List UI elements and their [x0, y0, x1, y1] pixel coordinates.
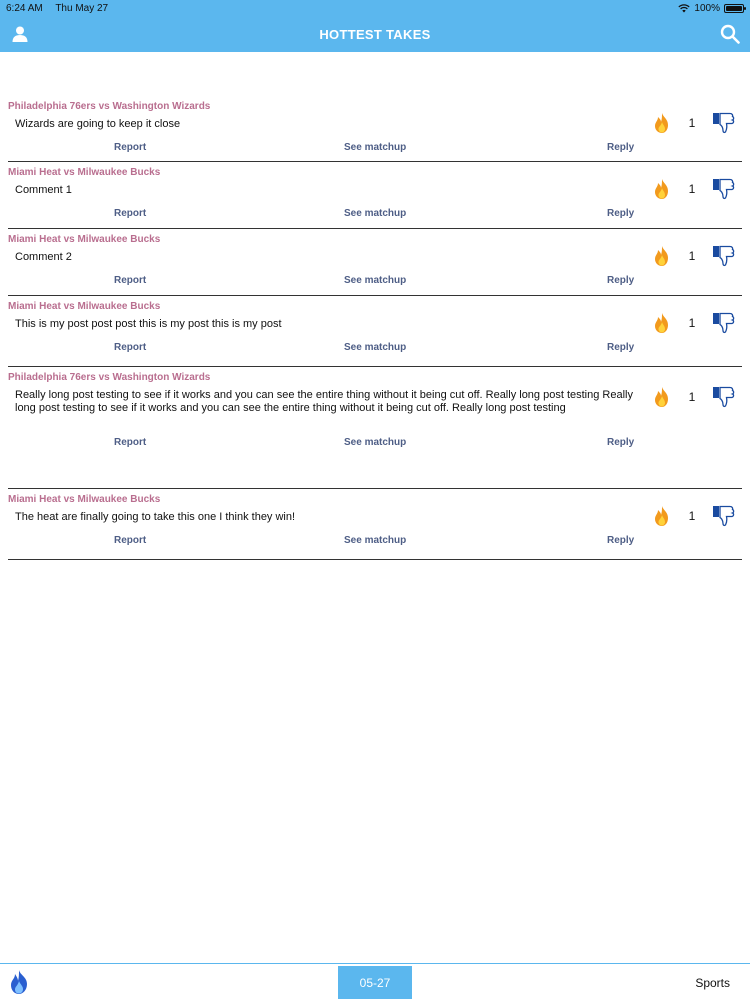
- post-text: Comment 1: [15, 184, 72, 196]
- reply-button[interactable]: Reply: [607, 437, 635, 448]
- date-selector-button[interactable]: 05-27: [338, 966, 412, 999]
- fire-upvote-button[interactable]: [652, 505, 672, 527]
- reply-button[interactable]: Reply: [607, 208, 635, 219]
- search-button[interactable]: [710, 16, 750, 52]
- post-matchup-link[interactable]: Miami Heat vs Milwaukee Bucks: [8, 167, 161, 178]
- see-matchup-button[interactable]: See matchup: [344, 275, 407, 286]
- thumbs-down-button[interactable]: [712, 177, 736, 201]
- see-matchup-button[interactable]: See matchup: [344, 142, 407, 153]
- thumbs-down-button[interactable]: [712, 311, 736, 335]
- fire-icon: [653, 505, 671, 527]
- post-text: This is my post post post this is my post this is my post: [15, 318, 282, 330]
- post-item: [8, 162, 742, 229]
- report-button[interactable]: Report: [114, 342, 147, 353]
- thumbs-down-icon: [712, 111, 736, 135]
- thumbs-down-icon: [712, 385, 736, 409]
- vote-count: 1: [688, 509, 696, 523]
- report-button[interactable]: Report: [114, 535, 147, 546]
- fire-icon: [653, 112, 671, 134]
- thumbs-down-button[interactable]: [712, 244, 736, 268]
- reply-button[interactable]: Reply: [607, 535, 635, 546]
- post-item: [8, 296, 742, 367]
- report-button[interactable]: Report: [114, 208, 147, 219]
- thumbs-down-icon: [712, 177, 736, 201]
- page-title: HOTTEST TAKES: [319, 26, 431, 42]
- profile-button[interactable]: [0, 16, 40, 52]
- wifi-icon: [678, 4, 690, 13]
- thumbs-down-icon: [712, 244, 736, 268]
- thumbs-down-button[interactable]: [712, 385, 736, 409]
- post-actions: [8, 271, 742, 293]
- post-item: [8, 229, 742, 296]
- see-matchup-button[interactable]: See matchup: [344, 535, 407, 546]
- vote-count: 1: [688, 116, 696, 130]
- post-votes: [652, 505, 736, 527]
- thumbs-down-button[interactable]: [712, 111, 736, 135]
- post-text: Wizards are going to keep it close: [15, 118, 181, 130]
- fire-upvote-button[interactable]: [652, 386, 672, 408]
- post-text: Really long post testing to see if it works and you can see the entire thing without it being cut off. Really long post testing Really long post testing to see if it works and you can see the entire thing without it being cut off. Really long post testing: [15, 389, 633, 414]
- post-actions: [8, 138, 742, 160]
- post-actions: [8, 531, 742, 553]
- reply-button[interactable]: Reply: [607, 342, 635, 353]
- fire-icon: [653, 312, 671, 334]
- vote-count: 1: [688, 316, 696, 330]
- battery-icon: [724, 4, 744, 13]
- thumbs-down-icon: [712, 311, 736, 335]
- battery-percent: 100%: [694, 2, 720, 14]
- post-votes: [652, 245, 736, 267]
- fire-upvote-button[interactable]: [652, 178, 672, 200]
- vote-count: 1: [688, 182, 696, 196]
- reply-button[interactable]: Reply: [607, 275, 635, 286]
- fire-icon: [653, 245, 671, 267]
- thumbs-down-button[interactable]: [712, 504, 736, 528]
- search-icon: [720, 24, 740, 44]
- post-item: [8, 489, 742, 560]
- bottom-tab-bar: [0, 963, 750, 1000]
- post-votes: [652, 112, 736, 134]
- person-icon: [11, 25, 29, 43]
- post-votes: [652, 178, 736, 200]
- status-left: [6, 3, 118, 14]
- vote-count: 1: [688, 390, 696, 404]
- post-matchup-link[interactable]: Miami Heat vs Milwaukee Bucks: [8, 234, 161, 245]
- report-button[interactable]: Report: [114, 275, 147, 286]
- vote-count: 1: [688, 249, 696, 263]
- status-bar: [0, 0, 750, 16]
- post-matchup-link[interactable]: Philadelphia 76ers vs Washington Wizards: [8, 372, 211, 383]
- post-actions: [8, 433, 742, 455]
- report-button[interactable]: Report: [114, 142, 147, 153]
- post-text: Comment 2: [15, 251, 72, 263]
- nav-bar: [0, 16, 750, 52]
- see-matchup-button[interactable]: See matchup: [344, 342, 407, 353]
- blue-flame-icon: [8, 969, 30, 995]
- fire-upvote-button[interactable]: [652, 112, 672, 134]
- takes-feed: [8, 96, 742, 560]
- fire-upvote-button[interactable]: [652, 245, 672, 267]
- post-actions: [8, 338, 742, 360]
- thumbs-down-icon: [712, 504, 736, 528]
- status-right: [678, 3, 744, 14]
- fire-icon: [653, 178, 671, 200]
- see-matchup-button[interactable]: See matchup: [344, 208, 407, 219]
- post-matchup-link[interactable]: Miami Heat vs Milwaukee Bucks: [8, 301, 161, 312]
- status-time: 6:24 AM: [6, 2, 43, 14]
- report-button[interactable]: Report: [114, 437, 147, 448]
- reply-button[interactable]: Reply: [607, 142, 635, 153]
- status-date: Thu May 27: [55, 2, 109, 14]
- post-text: The heat are finally going to take this one I think they win!: [15, 511, 296, 523]
- home-tab[interactable]: [8, 969, 30, 995]
- post-matchup-link[interactable]: Miami Heat vs Milwaukee Bucks: [8, 494, 161, 505]
- post-actions: [8, 204, 742, 226]
- see-matchup-button[interactable]: See matchup: [344, 437, 407, 448]
- post-item: [8, 96, 742, 162]
- post-item: [8, 367, 742, 489]
- sports-tab[interactable]: Sports: [695, 976, 730, 990]
- fire-upvote-button[interactable]: [652, 312, 672, 334]
- post-votes: [652, 312, 736, 334]
- post-votes: [652, 386, 736, 408]
- post-matchup-link[interactable]: Philadelphia 76ers vs Washington Wizards: [8, 101, 211, 112]
- fire-icon: [653, 386, 671, 408]
